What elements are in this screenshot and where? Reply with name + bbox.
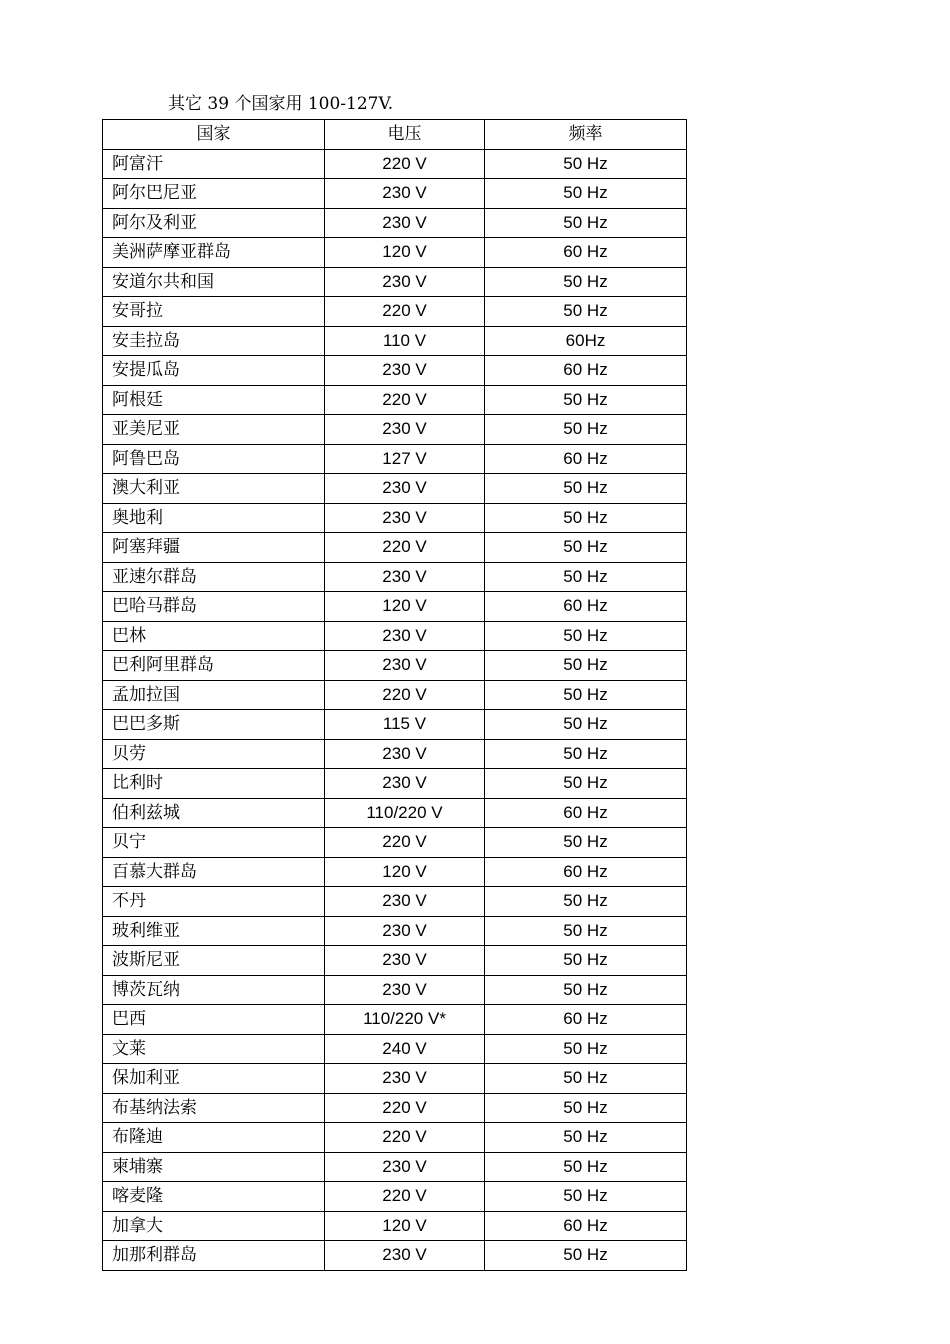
table-header-row <box>103 120 687 150</box>
cell-voltage: 220 V <box>325 385 485 415</box>
cell-country: 亚速尔群岛 <box>103 562 325 592</box>
cell-frequency: 50 Hz <box>485 208 687 238</box>
cell-frequency: 50 Hz <box>485 651 687 681</box>
cell-frequency: 50 Hz <box>485 946 687 976</box>
cell-voltage: 230 V <box>325 1241 485 1271</box>
cell-frequency: 50 Hz <box>485 149 687 179</box>
cell-frequency: 60 Hz <box>485 857 687 887</box>
cell-frequency: 50 Hz <box>485 887 687 917</box>
cell-frequency: 50 Hz <box>485 1241 687 1271</box>
table-row <box>103 828 687 858</box>
cell-country: 加那利群岛 <box>103 1241 325 1271</box>
cell-country: 奥地利 <box>103 503 325 533</box>
cell-country: 美洲萨摩亚群岛 <box>103 238 325 268</box>
cell-country: 阿塞拜疆 <box>103 533 325 563</box>
cell-frequency: 50 Hz <box>485 680 687 710</box>
table-row <box>103 946 687 976</box>
cell-frequency: 50 Hz <box>485 1182 687 1212</box>
table-row <box>103 1152 687 1182</box>
cell-frequency: 50 Hz <box>485 533 687 563</box>
cell-frequency: 60 Hz <box>485 1005 687 1035</box>
header-country: 国家 <box>103 120 325 150</box>
cell-frequency: 60 Hz <box>485 798 687 828</box>
cell-frequency: 50 Hz <box>485 1064 687 1094</box>
cell-country: 百慕大群岛 <box>103 857 325 887</box>
table-row <box>103 887 687 917</box>
cell-country: 博茨瓦纳 <box>103 975 325 1005</box>
cell-voltage: 120 V <box>325 857 485 887</box>
table-row <box>103 238 687 268</box>
cell-voltage: 230 V <box>325 975 485 1005</box>
cell-voltage: 240 V <box>325 1034 485 1064</box>
cell-country: 贝劳 <box>103 739 325 769</box>
cell-country: 波斯尼亚 <box>103 946 325 976</box>
table-row <box>103 474 687 504</box>
cell-voltage: 230 V <box>325 1152 485 1182</box>
table-row <box>103 857 687 887</box>
cell-frequency: 50 Hz <box>485 739 687 769</box>
cell-voltage: 230 V <box>325 916 485 946</box>
cell-frequency: 50 Hz <box>485 1093 687 1123</box>
cell-frequency: 50 Hz <box>485 503 687 533</box>
cell-voltage: 110/220 V* <box>325 1005 485 1035</box>
cell-country: 保加利亚 <box>103 1064 325 1094</box>
cell-voltage: 220 V <box>325 1182 485 1212</box>
cell-frequency: 50 Hz <box>485 1034 687 1064</box>
cell-country: 不丹 <box>103 887 325 917</box>
cell-frequency: 50 Hz <box>485 916 687 946</box>
cell-frequency: 50 Hz <box>485 415 687 445</box>
cell-frequency: 50 Hz <box>485 1123 687 1153</box>
cell-frequency: 60 Hz <box>485 592 687 622</box>
cell-voltage: 115 V <box>325 710 485 740</box>
cell-country: 澳大利亚 <box>103 474 325 504</box>
cell-country: 孟加拉国 <box>103 680 325 710</box>
cell-country: 巴哈马群岛 <box>103 592 325 622</box>
cell-frequency: 60Hz <box>485 326 687 356</box>
table-row <box>103 444 687 474</box>
cell-voltage: 220 V <box>325 533 485 563</box>
table-row <box>103 975 687 1005</box>
cell-country: 安道尔共和国 <box>103 267 325 297</box>
cell-voltage: 110/220 V <box>325 798 485 828</box>
cell-frequency: 50 Hz <box>485 297 687 327</box>
table-row <box>103 710 687 740</box>
cell-voltage: 230 V <box>325 503 485 533</box>
cell-voltage: 220 V <box>325 828 485 858</box>
cell-voltage: 220 V <box>325 1093 485 1123</box>
cell-voltage: 120 V <box>325 1211 485 1241</box>
cell-voltage: 110 V <box>325 326 485 356</box>
cell-country: 阿富汗 <box>103 149 325 179</box>
cell-frequency: 60 Hz <box>485 356 687 386</box>
cell-voltage: 230 V <box>325 739 485 769</box>
cell-country: 巴巴多斯 <box>103 710 325 740</box>
cell-voltage: 230 V <box>325 208 485 238</box>
header-frequency: 频率 <box>485 120 687 150</box>
cell-voltage: 230 V <box>325 562 485 592</box>
cell-country: 布隆迪 <box>103 1123 325 1153</box>
header-voltage: 电压 <box>325 120 485 150</box>
cell-country: 巴利阿里群岛 <box>103 651 325 681</box>
cell-voltage: 120 V <box>325 238 485 268</box>
table-row <box>103 503 687 533</box>
table-row <box>103 1064 687 1094</box>
cell-voltage: 230 V <box>325 356 485 386</box>
cell-frequency: 50 Hz <box>485 474 687 504</box>
table-row <box>103 739 687 769</box>
table-row <box>103 1241 687 1271</box>
cell-frequency: 50 Hz <box>485 621 687 651</box>
table-row <box>103 267 687 297</box>
cell-country: 玻利维亚 <box>103 916 325 946</box>
cell-voltage: 220 V <box>325 680 485 710</box>
cell-voltage: 230 V <box>325 267 485 297</box>
table-row <box>103 592 687 622</box>
table-row <box>103 769 687 799</box>
cell-frequency: 50 Hz <box>485 562 687 592</box>
cell-frequency: 50 Hz <box>485 828 687 858</box>
cell-voltage: 230 V <box>325 946 485 976</box>
cell-frequency: 50 Hz <box>485 385 687 415</box>
cell-frequency: 50 Hz <box>485 769 687 799</box>
cell-voltage: 230 V <box>325 769 485 799</box>
cell-country: 安圭拉岛 <box>103 326 325 356</box>
cell-country: 阿尔巴尼亚 <box>103 179 325 209</box>
cell-voltage: 127 V <box>325 444 485 474</box>
table-row <box>103 385 687 415</box>
cell-frequency: 60 Hz <box>485 444 687 474</box>
cell-country: 贝宁 <box>103 828 325 858</box>
voltage-table <box>102 119 687 1271</box>
table-row <box>103 1034 687 1064</box>
table-row <box>103 1005 687 1035</box>
table-row <box>103 1211 687 1241</box>
cell-voltage: 220 V <box>325 297 485 327</box>
cell-voltage: 230 V <box>325 651 485 681</box>
table-row <box>103 326 687 356</box>
cell-country: 比利时 <box>103 769 325 799</box>
cell-voltage: 230 V <box>325 179 485 209</box>
cell-voltage: 230 V <box>325 621 485 651</box>
cell-country: 柬埔寨 <box>103 1152 325 1182</box>
cell-voltage: 230 V <box>325 887 485 917</box>
table-row <box>103 1182 687 1212</box>
cell-frequency: 50 Hz <box>485 710 687 740</box>
cell-country: 伯利兹城 <box>103 798 325 828</box>
cell-frequency: 50 Hz <box>485 1152 687 1182</box>
cell-country: 阿尔及利亚 <box>103 208 325 238</box>
table-row <box>103 356 687 386</box>
table-row <box>103 149 687 179</box>
cell-country: 布基纳法索 <box>103 1093 325 1123</box>
intro-text: 其它 39 个国家用 100-127V. <box>168 94 394 114</box>
cell-frequency: 50 Hz <box>485 267 687 297</box>
cell-voltage: 230 V <box>325 474 485 504</box>
cell-voltage: 120 V <box>325 592 485 622</box>
cell-country: 阿根廷 <box>103 385 325 415</box>
cell-country: 巴西 <box>103 1005 325 1035</box>
cell-country: 阿鲁巴岛 <box>103 444 325 474</box>
cell-voltage: 230 V <box>325 415 485 445</box>
cell-voltage: 220 V <box>325 149 485 179</box>
table-row <box>103 798 687 828</box>
cell-frequency: 60 Hz <box>485 1211 687 1241</box>
table-body <box>103 149 687 1270</box>
table-row <box>103 916 687 946</box>
cell-country: 喀麦隆 <box>103 1182 325 1212</box>
table-row <box>103 179 687 209</box>
cell-country: 巴林 <box>103 621 325 651</box>
cell-voltage: 230 V <box>325 1064 485 1094</box>
table-row <box>103 680 687 710</box>
table-row <box>103 533 687 563</box>
table-row <box>103 208 687 238</box>
cell-frequency: 50 Hz <box>485 975 687 1005</box>
cell-voltage: 220 V <box>325 1123 485 1153</box>
table-row <box>103 415 687 445</box>
cell-country: 加拿大 <box>103 1211 325 1241</box>
table-row <box>103 651 687 681</box>
table-row <box>103 297 687 327</box>
cell-country: 文莱 <box>103 1034 325 1064</box>
cell-country: 亚美尼亚 <box>103 415 325 445</box>
table-row <box>103 621 687 651</box>
table-row <box>103 1123 687 1153</box>
cell-country: 安哥拉 <box>103 297 325 327</box>
table-row <box>103 562 687 592</box>
cell-frequency: 50 Hz <box>485 179 687 209</box>
cell-country: 安提瓜岛 <box>103 356 325 386</box>
table-row <box>103 1093 687 1123</box>
cell-frequency: 60 Hz <box>485 238 687 268</box>
